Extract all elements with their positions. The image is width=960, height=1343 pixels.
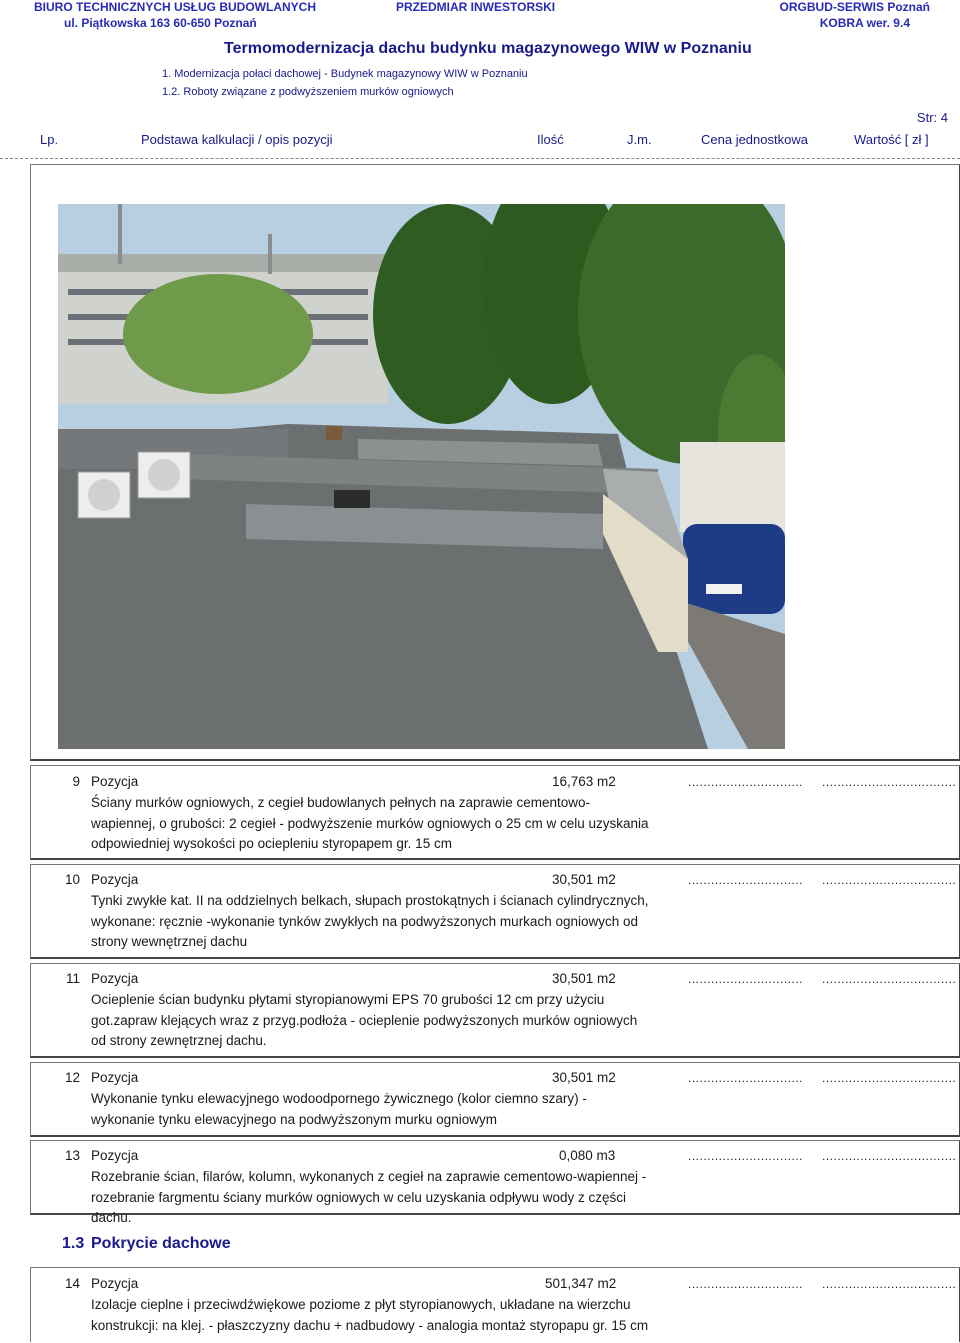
item-12-label: Pozycja: [91, 1070, 139, 1085]
item-9-description: Ściany murków ogniowych, z cegieł budowlanych pełnych na zaprawie cementowo-wapiennej, o grubości: 2 cegieł - podwyższenie murków ogniowych o 25 cm w celu uzyskania odpowiedniej wysokości po ociepleniu styropapem gr. 15 cm: [91, 795, 649, 851]
column-value: Wartość [ zł ]: [854, 132, 929, 147]
item-10-label: Pozycja: [91, 872, 139, 887]
page-title: Termomodernizacja dachu budynku magazynowego WIW w Poznaniu: [224, 40, 752, 57]
item-11-quantity: 30,501 m2: [552, 971, 616, 986]
page-number: Str: 4: [916, 110, 948, 125]
software-version: KOBRA wer. 9.4: [819, 16, 910, 30]
breadcrumb-level-1: 1. Modernizacja połaci dachowej - Budynek magazynowy WIW w Poznaniu: [162, 68, 528, 80]
item-14-quantity: 501,347 m2: [545, 1276, 617, 1291]
item-14-description: Izolacje cieplne i przeciwdźwiękowe poziome z płyt styropianowych, układane na wierzchu konstrukcji: na klej. - płaszczyzny dachu + nadbudowy - analogia montaż styropapu gr. 15 cm: [91, 1297, 649, 1333]
column-unit-price: Cena jednostkowa: [701, 132, 808, 147]
item-9-number: 9: [72, 774, 80, 789]
column-basis: Podstawa kalkulacji / opis pozycji: [141, 132, 333, 147]
item-9-unit-price: ..............................: [688, 775, 804, 789]
item-13-label: Pozycja: [91, 1148, 139, 1163]
roof-photo: [58, 204, 785, 749]
breadcrumb-level-2: 1.2. Roboty związane z podwyższeniem murków ogniowych: [162, 86, 454, 98]
item-11-label: Pozycja: [91, 971, 139, 986]
item-11-unit-price: ..............................: [688, 972, 804, 986]
item-12-unit-price: ..............................: [688, 1071, 804, 1085]
item-14-label: Pozycja: [91, 1276, 139, 1291]
document-type: PRZEDMIAR INWESTORSKI: [396, 0, 556, 14]
item-11-number: 11: [65, 971, 80, 986]
item-13-quantity: 0,080 m3: [559, 1148, 616, 1163]
item-10-unit-price: ..............................: [688, 873, 804, 887]
item-12-value: ...................................: [822, 1071, 957, 1085]
column-lp: Lp.: [40, 132, 59, 147]
item-10-description: Tynki zwykłe kat. II na oddzielnych belkach, słupach prostokątnych i ścianach cylindrycznych, wykonane: ręcznie -wykonanie tynków zwykłych na podwyższonych murkach ogniowych od strony wewnętrznej dachu: [91, 893, 649, 949]
header-divider: [0, 158, 960, 159]
item-10-value: ...................................: [822, 873, 957, 887]
item-14-unit-price: ..............................: [688, 1277, 804, 1291]
software-name: ORGBUD-SERWIS Poznań: [779, 0, 930, 14]
item-9-value: ...................................: [822, 775, 957, 789]
column-quantity: Ilość: [537, 132, 564, 147]
item-10-number: 10: [64, 872, 80, 887]
section-title: Pokrycie dachowe: [91, 1235, 231, 1252]
item-12-quantity: 30,501 m2: [552, 1070, 616, 1085]
item-12-number: 12: [64, 1070, 80, 1085]
item-13-description: Rozebranie ścian, filarów, kolumn, wykonanych z cegieł na zaprawie cementowo-wapiennej - rozebranie fargmentu ściany murków ogniowych w celu uzyskania odpływu wody z części dachu.: [91, 1169, 647, 1225]
item-13-value: ...................................: [822, 1149, 957, 1163]
section-number: 1.3: [62, 1235, 85, 1252]
item-9-quantity: 16,763 m2: [552, 774, 616, 789]
item-13-number: 13: [64, 1148, 80, 1163]
item-14-number: 14: [64, 1276, 80, 1291]
item-9-label: Pozycja: [91, 774, 139, 789]
company-address: ul. Piątkowska 163 60-650 Poznań: [64, 16, 257, 30]
company-name: BIURO TECHNICZNYCH USŁUG BUDOWLANYCH: [34, 0, 316, 14]
item-14-value: ...................................: [822, 1277, 957, 1291]
item-13-unit-price: ..............................: [688, 1149, 804, 1163]
item-10-quantity: 30,501 m2: [552, 872, 616, 887]
item-11-value: ...................................: [822, 972, 957, 986]
column-unit: J.m.: [627, 132, 652, 147]
item-11-description: Ocieplenie ścian budynku płytami styropianowymi EPS 70 grubości 12 cm przy użyciu got.zapraw klejących wraz z przyg.podłoża - ocieplenie podwyższonych murków ogniowych od strony zewnętrznej dachu.: [91, 992, 638, 1048]
item-12-description: Wykonanie tynku elewacyjnego wodoodpornego żywicznego (kolor ciemno szary) - wykonanie tynku elewacyjnego na podwyższonym murku ogniowym: [91, 1091, 587, 1127]
